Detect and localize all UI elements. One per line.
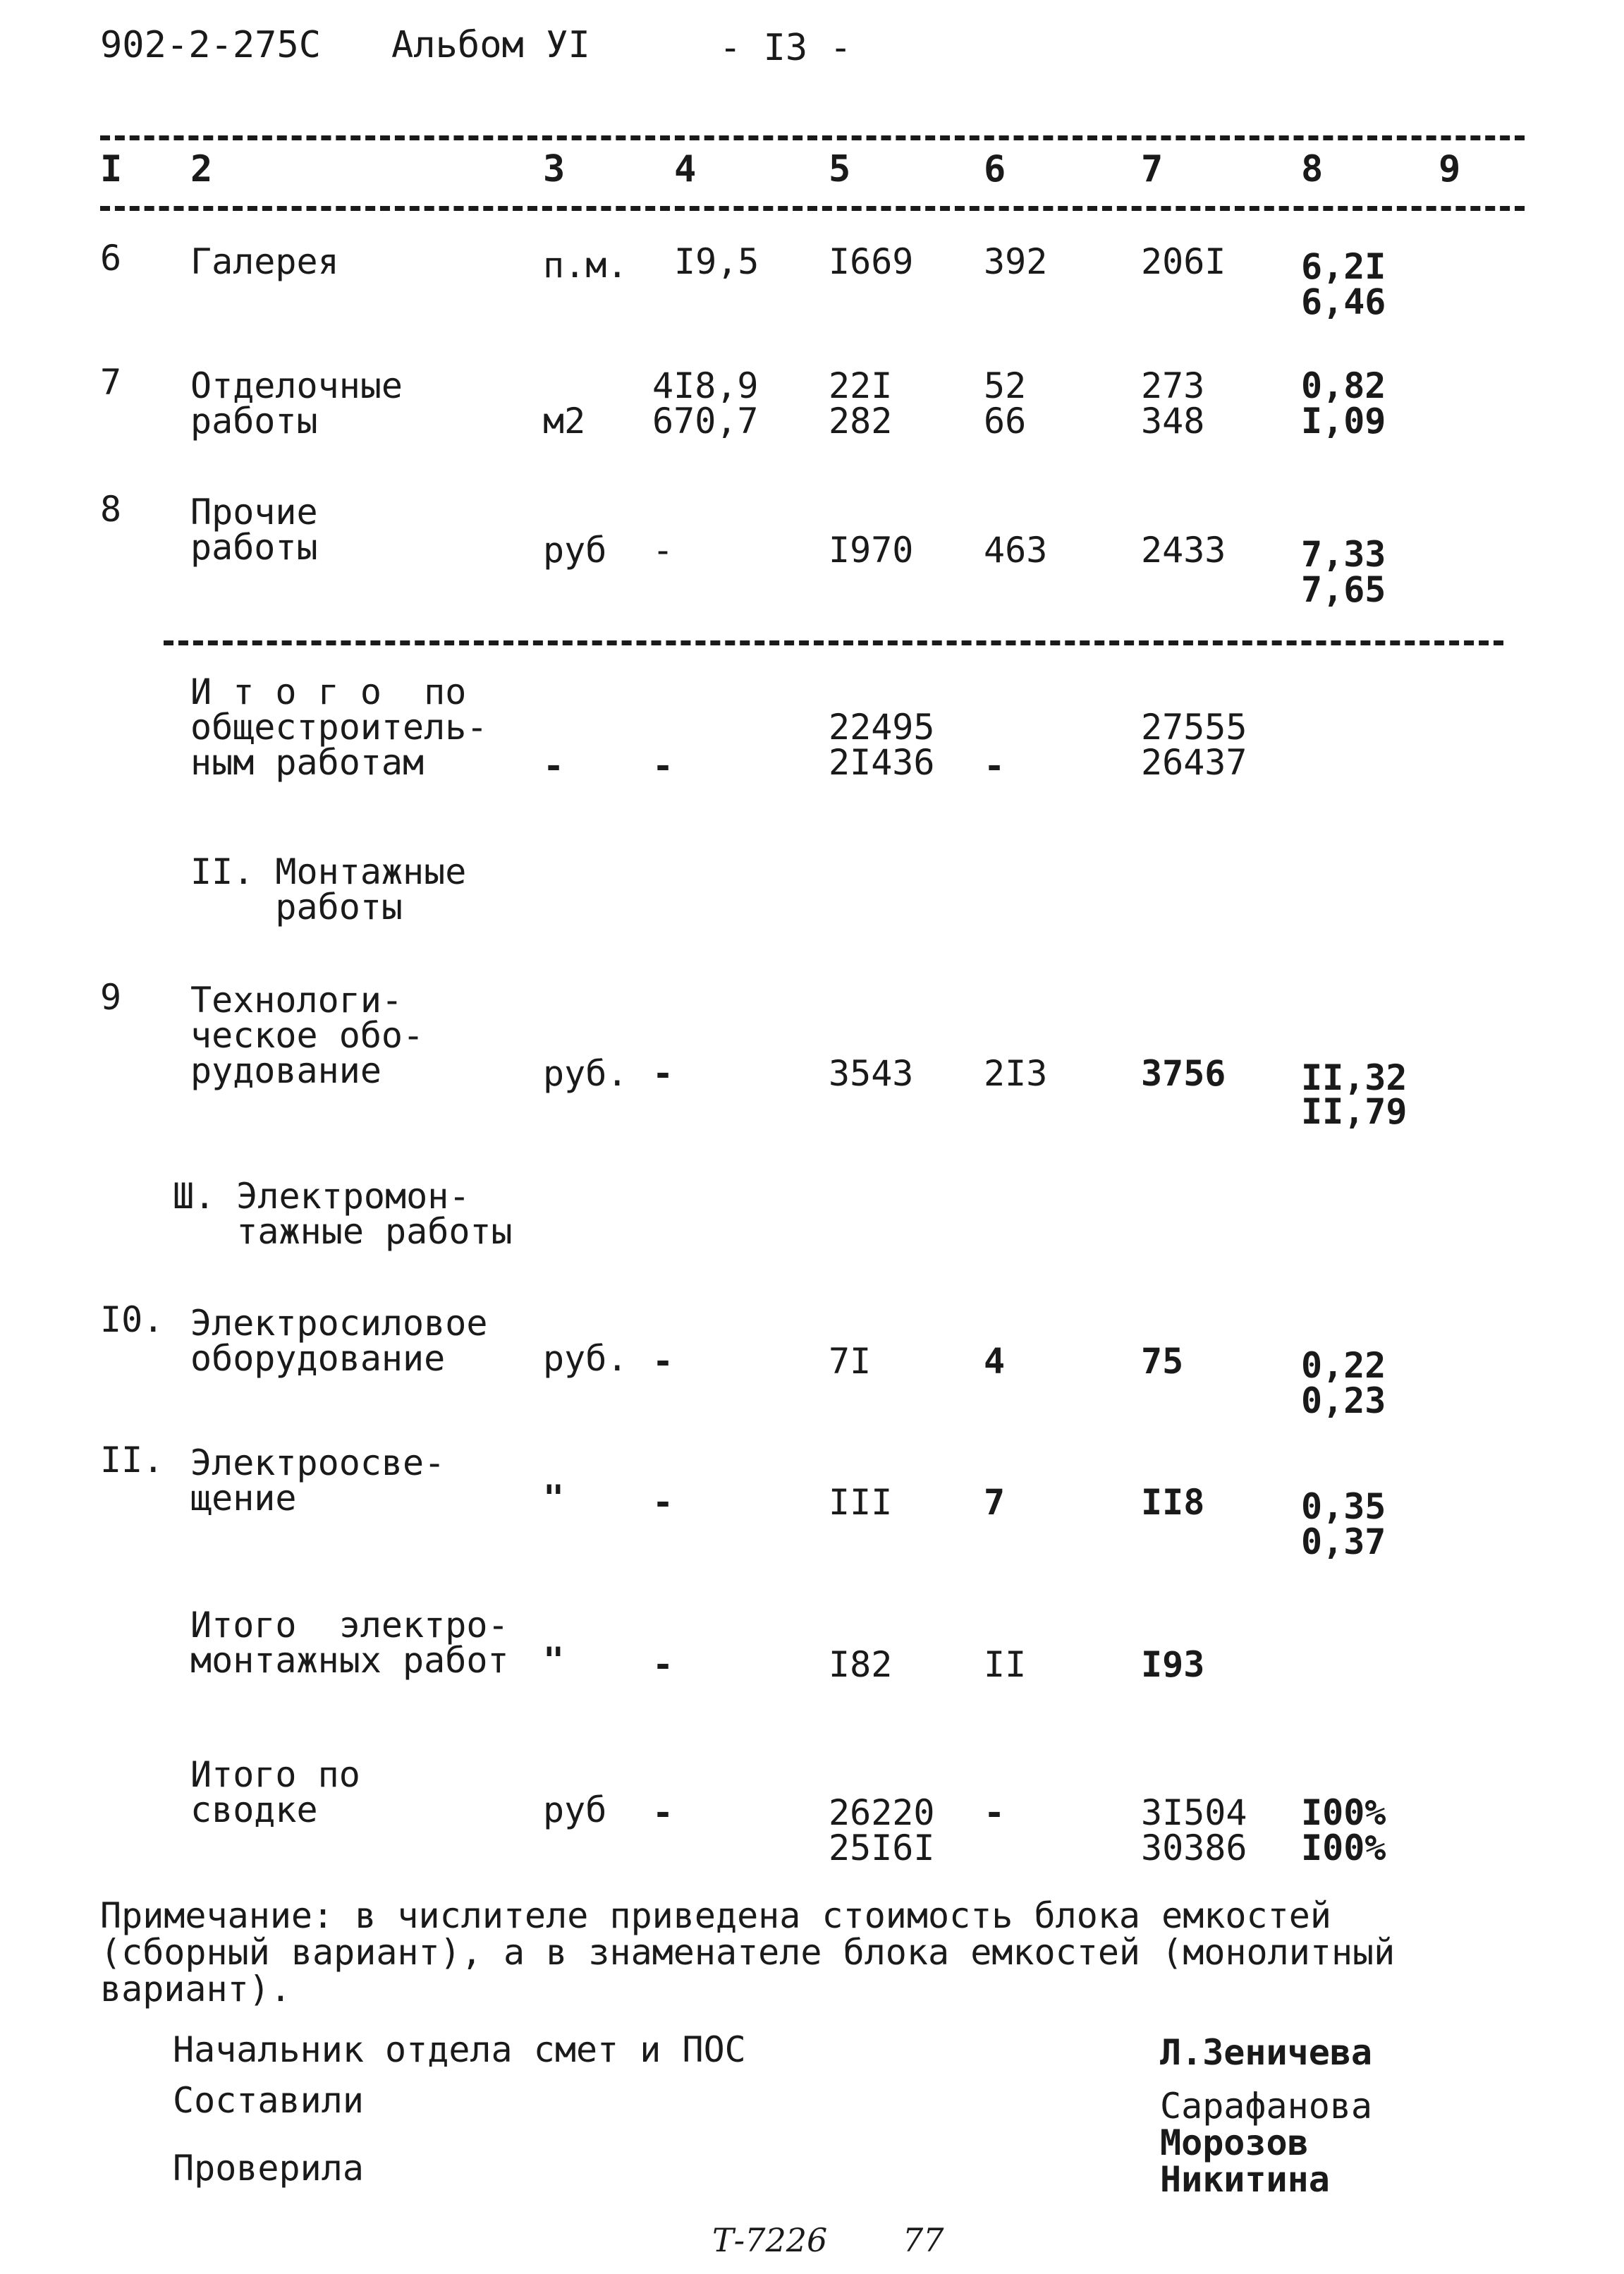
row-7-col6-den: 66	[984, 401, 1027, 442]
total-summary-col6: -	[984, 1792, 1006, 1833]
note-line-3: вариант).	[100, 1969, 291, 2009]
total-construction-label-2: общестроитель-	[190, 707, 488, 748]
row-10-qty: -	[652, 1341, 674, 1382]
row-10-name-1: Электросиловое	[190, 1303, 488, 1344]
row-9-col5: 3543	[829, 1053, 914, 1094]
row-11-col6: 7	[984, 1482, 1006, 1523]
total-summary-label-1: Итого по	[190, 1754, 360, 1795]
total-electrical-label-1: Итого электро-	[190, 1605, 509, 1646]
col-header-8: 8	[1301, 148, 1324, 190]
row-7-col5-num: 22I	[829, 365, 893, 406]
row-6-col8-num: 6,2I	[1301, 246, 1386, 287]
page-number: - I3 -	[719, 27, 852, 69]
row-7-qty-den: 670,7	[652, 401, 759, 442]
total-construction-col7-den: 26437	[1141, 742, 1247, 783]
total-summary-label-2: сводке	[190, 1789, 318, 1830]
signature-name-head: Л.Зеничева	[1160, 2032, 1373, 2073]
note-line-2: (сборный вариант), а в знаменателе блока емкостей (монолитный	[100, 1932, 1396, 1973]
section-3-title-2: тажные работы	[173, 1211, 513, 1252]
col-header-2: 2	[190, 148, 213, 190]
row-10-col6: 4	[984, 1341, 1006, 1382]
row-6-col7: 206I	[1141, 241, 1226, 282]
col-header-1: I	[100, 148, 123, 190]
row-9-col8-den: II,79	[1301, 1091, 1408, 1132]
total-electrical-unit: "	[543, 1640, 565, 1681]
total-electrical-col7: I93	[1141, 1644, 1205, 1685]
signature-name-compiler-1: Сарафанова	[1160, 2086, 1373, 2127]
row-9-qty: -	[652, 1053, 674, 1094]
section-3-title-1: Ш. Электромон-	[173, 1176, 470, 1217]
row-9-unit: руб.	[543, 1053, 628, 1094]
col-header-4: 4	[674, 148, 697, 190]
row-11-col8-den: 0,37	[1301, 1521, 1386, 1562]
row-6-qty: I9,5	[674, 241, 759, 282]
section-rule	[164, 640, 1503, 645]
row-10-name-2: оборудование	[190, 1338, 446, 1379]
total-summary-qty: -	[652, 1792, 674, 1833]
signature-role-compilers: Составили	[173, 2080, 364, 2121]
row-8-col6: 463	[984, 530, 1048, 571]
row-8-col7: 2433	[1141, 530, 1226, 571]
row-7-col6-num: 52	[984, 365, 1027, 406]
row-10-col7: 75	[1141, 1341, 1184, 1382]
total-construction-label-3: ным работам	[190, 742, 425, 783]
row-8-col8-num: 7,33	[1301, 534, 1386, 575]
col-header-3: 3	[543, 148, 566, 190]
total-summary-col5-num: 26220	[829, 1792, 935, 1833]
total-summary-col7-den: 30386	[1141, 1828, 1247, 1868]
row-11-name-2: щение	[190, 1478, 297, 1519]
row-7-name-2: работы	[190, 401, 318, 442]
footer-number: 77	[903, 2221, 944, 2259]
row-8-col5: I970	[829, 530, 914, 571]
col-header-5: 5	[829, 148, 851, 190]
total-summary-col8-num: I00%	[1301, 1792, 1386, 1833]
col-header-6: 6	[984, 148, 1006, 190]
note-line-1: Примечание: в числителе приведена стоимость блока емкостей	[100, 1895, 1331, 1936]
row-6-name: Галерея	[190, 241, 339, 282]
total-summary-col8-den: I00%	[1301, 1828, 1386, 1868]
row-10-col8-num: 0,22	[1301, 1345, 1386, 1386]
row-7-col8-num: 0,82	[1301, 365, 1386, 406]
row-9-name-2: ческое обо-	[190, 1015, 425, 1056]
row-7-col7-den: 348	[1141, 401, 1205, 442]
row-9-name-1: Технологи-	[190, 980, 403, 1021]
row-8-name-2: работы	[190, 527, 318, 568]
total-construction-col7-num: 27555	[1141, 707, 1247, 748]
header-bottom-rule	[100, 206, 1525, 211]
signature-role-head: Начальник отдела смет и ПОС	[173, 2029, 746, 2070]
row-6-number: 6	[100, 238, 122, 279]
signature-name-checker: Никитина	[1160, 2159, 1330, 2200]
row-11-name-1: Электроосве-	[190, 1442, 446, 1483]
row-6-col5: I669	[829, 241, 914, 282]
header-top-rule	[100, 135, 1525, 140]
total-construction-qty: -	[652, 746, 674, 786]
total-construction-col6: -	[984, 746, 1006, 786]
row-7-qty-num: 4I8,9	[652, 365, 759, 406]
total-summary-unit: руб	[543, 1789, 607, 1830]
row-9-col7: 3756	[1141, 1053, 1226, 1094]
total-summary-col5-den: 25I6I	[829, 1828, 935, 1868]
row-11-col7: II8	[1141, 1482, 1205, 1523]
row-9-col8-num: II,32	[1301, 1057, 1408, 1098]
row-6-unit: п.м.	[543, 245, 628, 286]
row-11-number: II.	[100, 1440, 164, 1480]
row-9-number: 9	[100, 977, 122, 1018]
row-8-qty: -	[652, 530, 674, 571]
row-11-col5: III	[829, 1482, 893, 1523]
col-header-9: 9	[1439, 148, 1461, 190]
section-2-title-2: работы	[190, 887, 403, 928]
total-construction-label-1: И т о г о по	[190, 671, 467, 712]
row-7-unit: м2	[543, 401, 586, 442]
row-9-name-3: рудование	[190, 1050, 381, 1091]
total-construction-unit: -	[543, 746, 565, 786]
row-10-unit: руб.	[543, 1338, 628, 1379]
footer-stamp: Т-7226	[712, 2221, 828, 2259]
row-10-col8-den: 0,23	[1301, 1380, 1386, 1421]
total-electrical-col6: II	[984, 1644, 1027, 1685]
signature-name-compiler-2: Морозов	[1160, 2122, 1309, 2163]
row-6-col8-den: 6,46	[1301, 281, 1386, 322]
row-7-col7-num: 273	[1141, 365, 1205, 406]
total-summary-col7-num: 3I504	[1141, 1792, 1247, 1833]
row-6-col6: 392	[984, 241, 1048, 282]
row-7-col5-den: 282	[829, 401, 893, 442]
doc-code: 902-2-275С	[100, 24, 322, 66]
section-2-title-1: II. Монтажные	[190, 851, 467, 892]
row-10-col5: 7I	[829, 1341, 872, 1382]
row-9-col6: 2I3	[984, 1053, 1048, 1094]
signature-role-checked: Проверила	[173, 2148, 364, 2189]
total-electrical-qty: -	[652, 1644, 674, 1685]
row-7-col8-den: I,09	[1301, 401, 1386, 442]
row-8-col8-den: 7,65	[1301, 569, 1386, 610]
row-8-name-1: Прочие	[190, 492, 318, 533]
row-8-unit: руб	[543, 530, 607, 571]
row-7-name-1: Отделочные	[190, 365, 403, 406]
col-header-7: 7	[1141, 148, 1164, 190]
total-construction-col5-den: 2I436	[829, 742, 935, 783]
row-11-col8-num: 0,35	[1301, 1486, 1386, 1527]
row-8-number: 8	[100, 489, 122, 530]
row-7-number: 7	[100, 362, 122, 403]
total-construction-col5-num: 22495	[829, 707, 935, 748]
row-11-unit: "	[543, 1478, 565, 1519]
total-electrical-col5: I82	[829, 1644, 893, 1685]
row-11-qty: -	[652, 1482, 674, 1523]
row-10-number: I0.	[100, 1299, 164, 1340]
album-label: Альбом УI	[391, 24, 590, 66]
total-electrical-label-2: монтажных работ	[190, 1640, 509, 1681]
